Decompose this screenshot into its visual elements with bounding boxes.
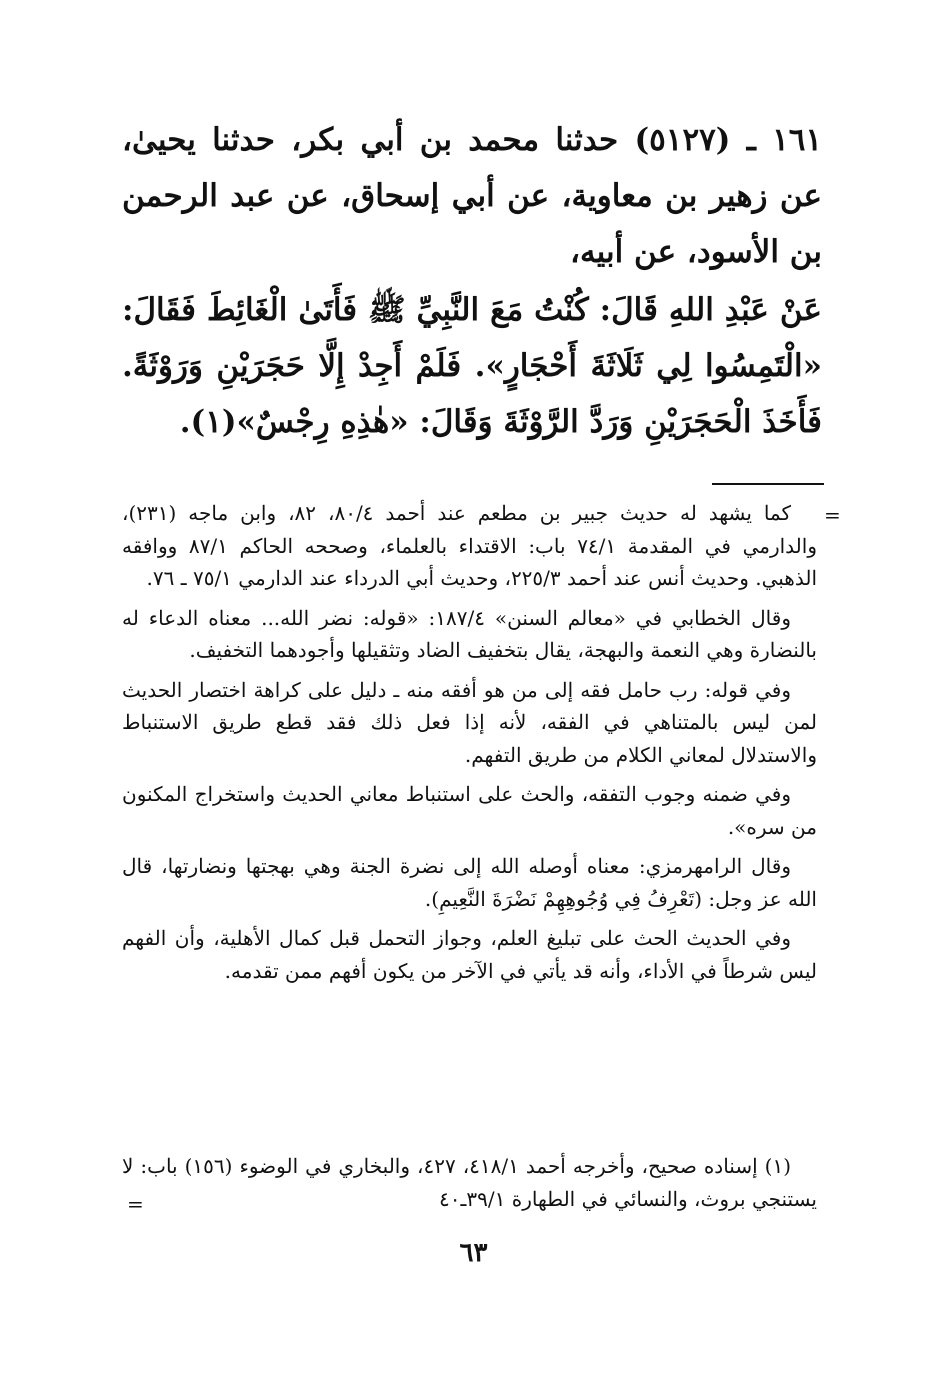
footnote-separator xyxy=(712,483,824,485)
continues-next-page-mark: = xyxy=(127,1192,144,1216)
footnote-paragraph: كما يشهد له حديث جبير بن مطعم عند أحمد ٨٠/٤، ٨٢، وابن ماجه (٢٣١)، والدارمي في المقدمة ٧٤/١ باب: الاقتداء بالعلماء، وصححه الحاكم ٨٧/١ ووافقه الذهبي. وحديث أنس عند أحمد ٢٢٥/٣، وحديث أبي الدرداء عند الدارمي ٧٥/١ ـ ٧٦. xyxy=(122,501,817,590)
footnote-1-text: (١) إسناده صحيح، وأخرجه أحمد ٤١٨/١، ٤٢٧، والبخاري في الوضوء (١٥٦) باب: لا يستنجي بروث، والنسائي في الطهارة ٣٩/١ـ٤٠ xyxy=(122,1154,817,1211)
hadith-matn-text: عَنْ عَبْدِ اللهِ قَالَ: كُنْتُ مَعَ النَّبِيِّ ﷺ فَأَتَىٰ الْغَائِطَ فَقَالَ: «الْتَمِسُوا لِي ثَلَاثَةَ أَحْجَارٍ». فَلَمْ أَجِدْ إِلَّا حَجَرَيْنِ وَرَوْثَةً. فَأَخَذَ الْحَجَرَيْنِ وَرَدَّ الرَّوْثَةَ وَقَالَ: «هٰذِهِ رِجْسٌ»(١). xyxy=(122,292,822,440)
footnote-paragraph: وفي ضمنه وجوب التفقه، والحث على استنباط معاني الحديث واستخراج المكنون من سره». xyxy=(122,782,817,839)
footnote-paragraph: وقال الرامهرمزي: معناه أوصله الله إلى نضرة الجنة وهي بهجتها ونضارتها، قال الله عز وجل: (تَعْرِفُ فِي وُجُوهِهِمْ نَضْرَةَ النَّعِيمِ). xyxy=(122,854,817,911)
hadith-isnad xyxy=(122,112,822,280)
footnote-continued xyxy=(122,497,817,994)
footnote-paragraph: وفي قوله: رب حامل فقه إلى من هو أفقه منه ـ دليل على كراهة اختصار الحديث لمن ليس بالمتناهي في الفقه، لأنه إذا فعل ذلك فقد قطع طريق الاستنباط والاستدلال لمعاني الكلام من طريق التفهم. xyxy=(122,677,817,767)
hadith-isnad-text: ١٦١ ـ (٥١٢٧) حدثنا محمد بن أبي بكر، حدثنا يحيىٰ، عن زهير بن معاوية، عن أبي إسحاق، عن عبد الرحمن بن الأسود، عن أبيه، xyxy=(122,122,823,270)
footnote-1 xyxy=(122,1150,817,1222)
page-number: ٦٣ xyxy=(459,1238,488,1268)
footnote-paragraph: وقال الخطابي في «معالم السنن» ١٨٧/٤: «قوله: نضر الله... معناه الدعاء له بالنضارة وهي النعمة والبهجة، يقال بتخفيف الضاد وتثقيلها وأجودهما التخفيف. xyxy=(122,605,817,662)
footnote-paragraph: وفي الحديث الحث على تبليغ العلم، وجواز التحمل قبل كمال الأهلية، وأن الفهم ليس شرطاً في الأداء، وأنه قد يأتي في الآخر من يكون أفهم ممن تقدمه. xyxy=(122,926,817,983)
hadith-matn xyxy=(122,282,822,450)
continuation-mark: = xyxy=(824,503,841,527)
